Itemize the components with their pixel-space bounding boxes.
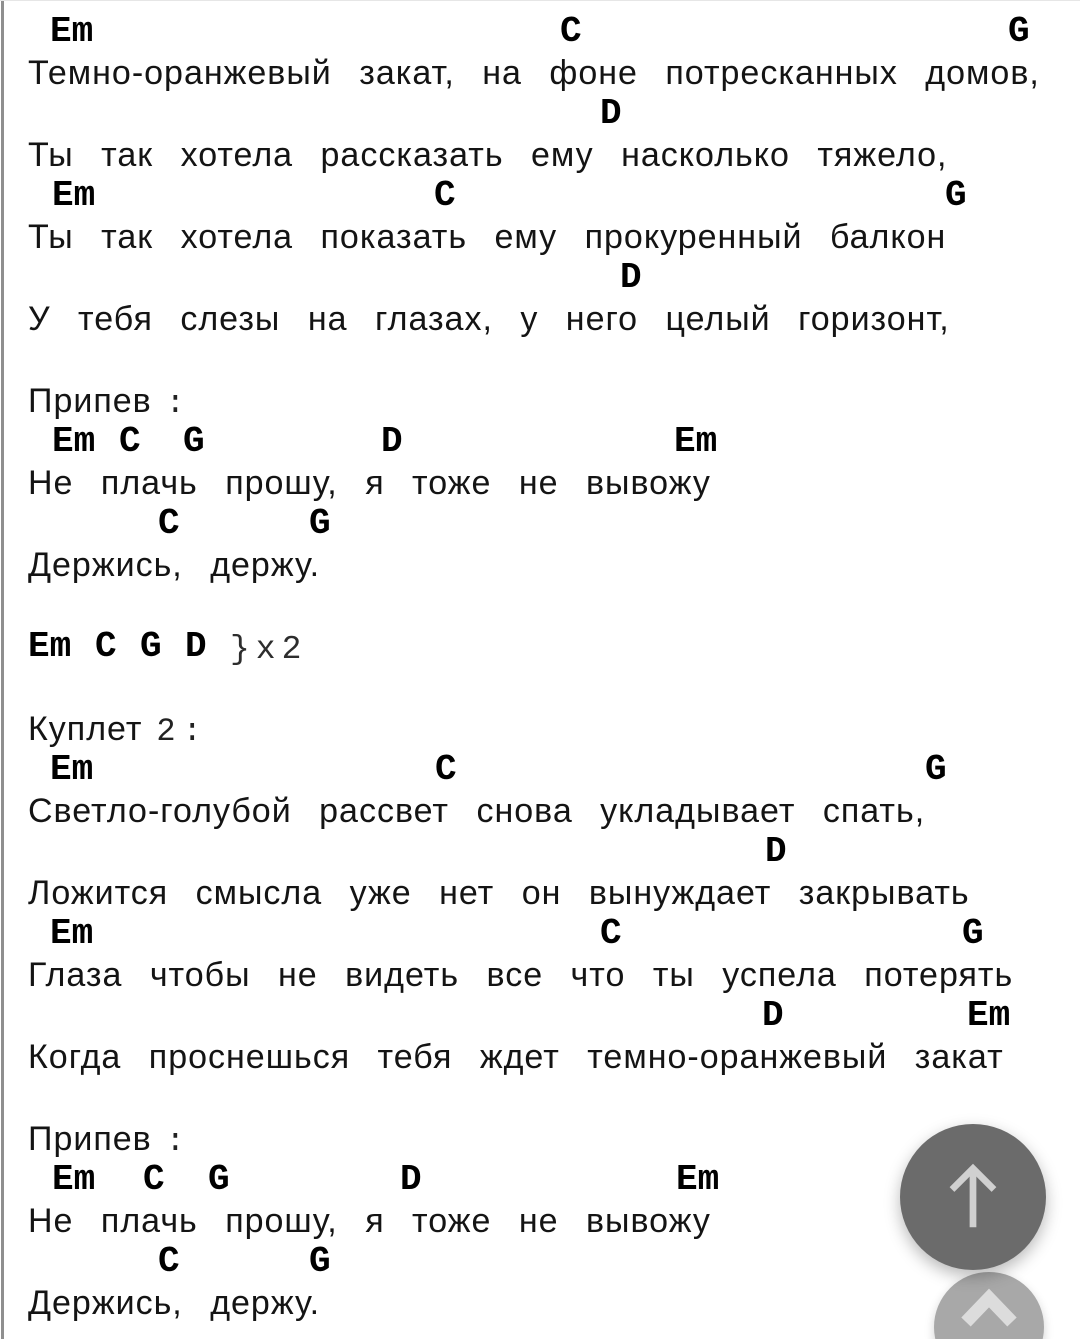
chevron-up-icon [954,1288,1024,1328]
chord: C [434,175,456,216]
chord: D [400,1159,422,1200]
chord: G [962,913,984,954]
chord-line [0,421,1080,462]
chord: Em [967,995,1011,1036]
section-label-text: Куплет 2: [28,710,209,750]
lyric-line [0,790,1080,831]
chord: G [183,421,205,462]
chord: Em [50,11,94,52]
chord: C [560,11,582,52]
section-label-text: Припев : [28,1120,192,1160]
lyric-line [0,1282,1080,1323]
blank-line [0,667,1080,708]
lyric-line [0,52,1080,93]
chord: C [143,1159,165,1200]
chord: D [185,626,207,667]
chord: G [1008,11,1030,52]
lyric-text: Когда проснешься тебя ждет темно-оранжевый закат [28,1038,1004,1076]
lyric-text: Ложится смысла уже нет он вынуждает закрывать [28,874,970,912]
chord: D [620,257,642,298]
chord-line [0,995,1080,1036]
blank-line [0,339,1080,380]
chord-line [0,626,1080,667]
chord: G [945,175,967,216]
chord: D [765,831,787,872]
section-label-suffix: : [165,385,192,422]
chord: C [119,421,141,462]
chord: Em [28,626,72,667]
chord-line [0,1241,1080,1282]
lyric-text: Держись, держу. [28,1284,321,1322]
chord-line [0,175,1080,216]
lyric-text: Держись, держу. [28,546,321,584]
song-text [0,11,1080,1323]
lyric-line [0,298,1080,339]
lyric-text: Ты так хотела показать ему прокуренный балкон [28,218,947,256]
chord: G [309,503,331,544]
lyric-line [0,544,1080,585]
chord-line [0,831,1080,872]
chord: C [158,1241,180,1282]
section-label-suffix: 2: [156,713,209,750]
chord: C [158,503,180,544]
blank-line [0,1077,1080,1118]
chord: G [925,749,947,790]
chord: C [600,913,622,954]
section-label [0,708,1080,749]
chord-line [0,11,1080,52]
chord: Em [50,749,94,790]
lyric-text: Глаза чтобы не видеть все что ты успела потерять [28,956,1014,994]
chord: D [762,995,784,1036]
chord: Em [50,913,94,954]
lyric-line [0,216,1080,257]
chord: Em [676,1159,720,1200]
lyric-line [0,462,1080,503]
chord: Em [674,421,718,462]
lyric-line [0,1036,1080,1077]
lyric-text: Ты так хотела рассказать ему насколько тяжело, [28,136,948,174]
arrow-up-icon [931,1155,1015,1239]
chord-line [0,913,1080,954]
chord: Em [52,1159,96,1200]
lyric-text: Темно-оранжевый закат, на фоне потресканных домов, [28,54,1040,92]
chord: C [435,749,457,790]
chord-line [0,503,1080,544]
chord: G [140,626,162,667]
lyric-line [0,954,1080,995]
lyric-text: Не плачь прошу, я тоже не вывожу [28,464,711,502]
chord-line [0,749,1080,790]
lyric-text: У тебя слезы на глазах, у него целый горизонт, [28,300,950,338]
section-label [0,380,1080,421]
repeat-marker: }x2 [230,631,308,668]
chord-line [0,93,1080,134]
section-label-text: Припев : [28,382,192,422]
chord: D [600,93,622,134]
blank-line [0,585,1080,626]
lyric-line [0,134,1080,175]
chord: G [208,1159,230,1200]
chord: Em [52,421,96,462]
scroll-to-top-button[interactable] [900,1124,1046,1270]
chord: C [95,626,117,667]
chord: Em [52,175,96,216]
lyric-line [0,872,1080,913]
lyric-text: Светло-голубой рассвет снова укладывает спать, [28,792,926,830]
chord: G [309,1241,331,1282]
chord-line [0,257,1080,298]
lyric-text: Не плачь прошу, я тоже не вывожу [28,1202,711,1240]
section-label-suffix: : [165,1123,192,1160]
chord: D [381,421,403,462]
